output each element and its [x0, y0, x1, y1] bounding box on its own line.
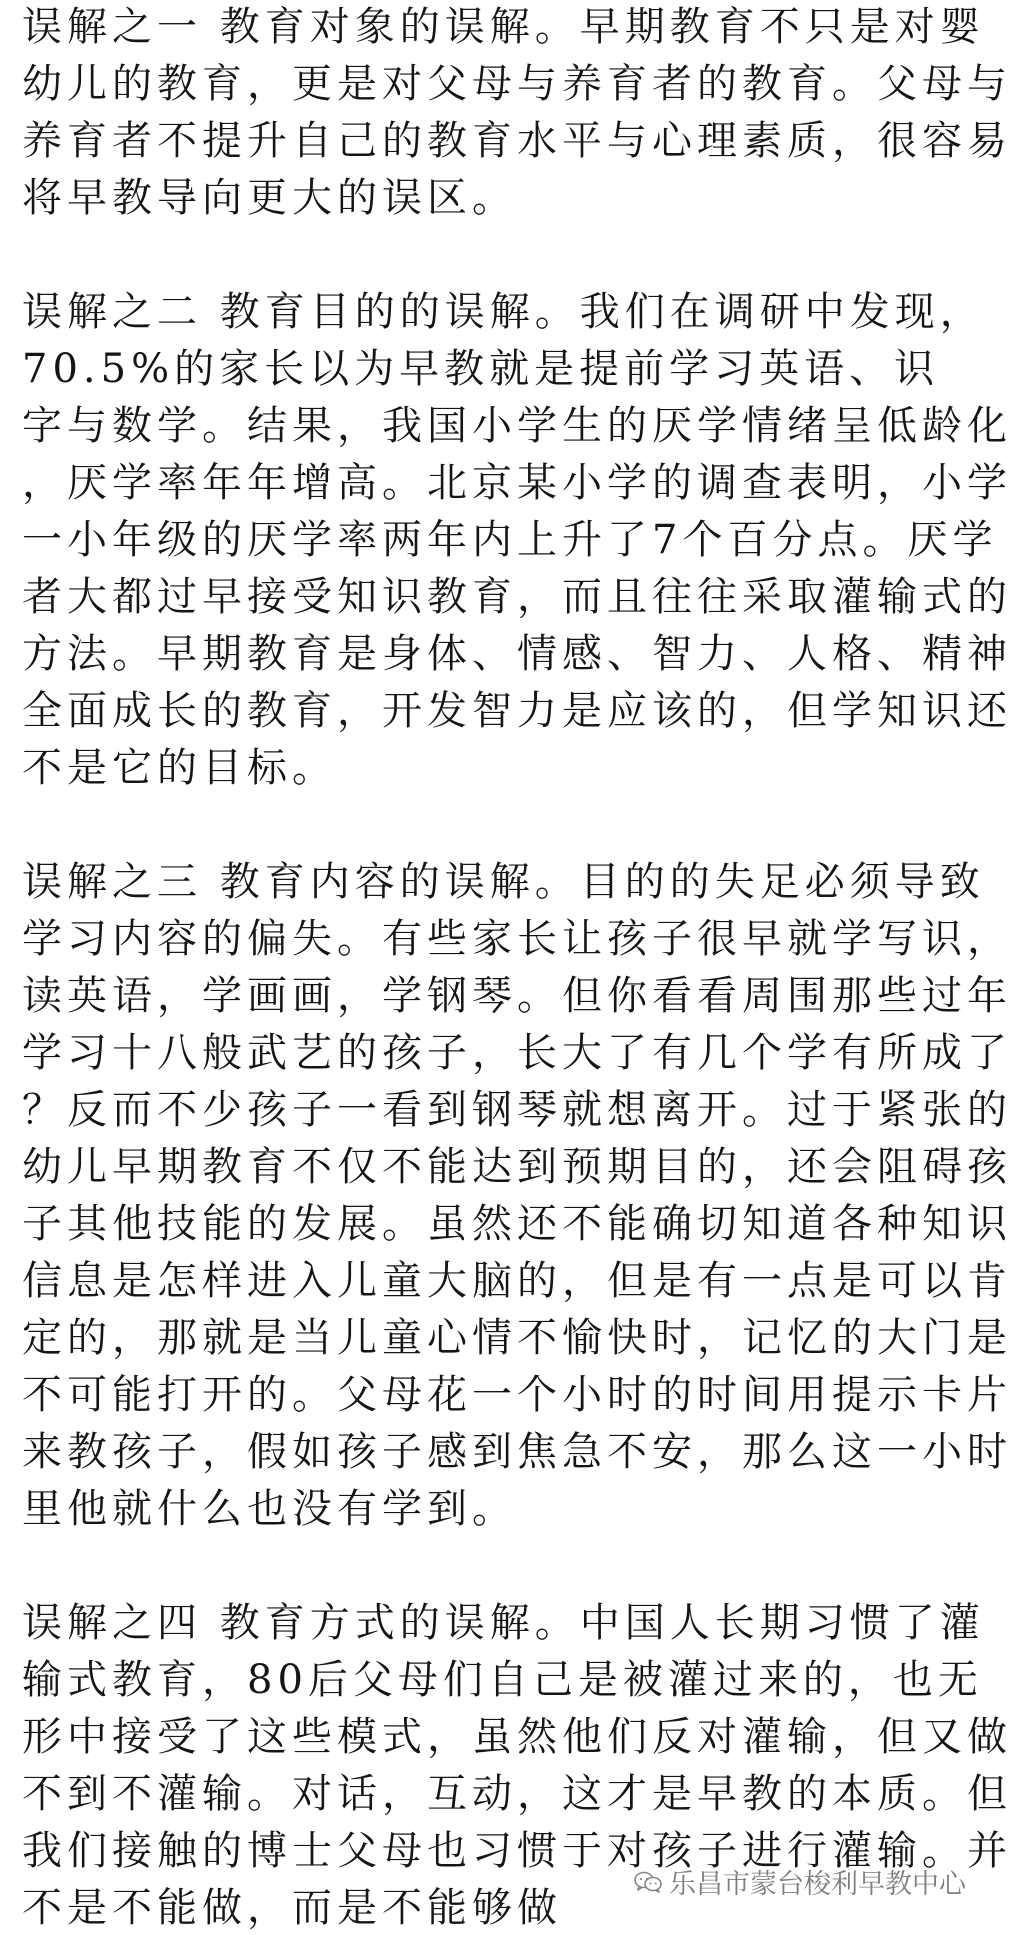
text-line: 我们接触的博士父母也习惯于对孩子进行灌输。并 [22, 1828, 1012, 1874]
text-line: 形中接受了这些模式，虽然他们反对灌输，但又做 [22, 1714, 1012, 1760]
text-line: 一小年级的厌学率两年内上升了7个百分点。厌学 [22, 517, 998, 563]
text-line: 读英语，学画画，学钢琴。但你看看周围那些过年 [22, 973, 1012, 1019]
text-line: 将早教导向更大的误区。 [22, 175, 517, 221]
text-line: 幼儿早期教育不仅不能达到预期目的，还会阻碍孩 [22, 1144, 1012, 1190]
text-line: 不是它的目标。 [22, 745, 337, 791]
text-line: 定的，那就是当儿童心情不愉快时，记忆的大门是 [22, 1315, 1012, 1361]
text-line: 子其他技能的发展。虽然还不能确切知道各种知识 [22, 1201, 1012, 1247]
text-line: 误解之一 教育对象的误解。早期教育不只是对婴 [22, 4, 985, 50]
text-line: 误解之二 教育目的的误解。我们在调研中发现， [22, 289, 985, 335]
text-line: 全面成长的教育，开发智力是应该的，但学知识还 [22, 688, 1012, 734]
text-line: 方法。早期教育是身体、情感、智力、人格、精神 [22, 631, 1012, 677]
watermark-text: 乐昌市蒙台梭利早教中心 [669, 1869, 966, 1899]
text-line: 学习内容的偏失。有些家长让孩子很早就学写识， [22, 916, 1012, 962]
watermark [633, 1869, 966, 1899]
text-line: 误解之三 教育内容的误解。目的的失足必须导致 [22, 859, 985, 905]
text-line: 里他就什么也没有学到。 [22, 1486, 517, 1532]
text-line: 不可能打开的。父母花一个小时的时间用提示卡片 [22, 1372, 1012, 1418]
text-line: 幼儿的教育，更是对父母与养育者的教育。父母与 [22, 61, 1012, 107]
text-line: 者大都过早接受知识教育，而且往往采取灌输式的 [22, 574, 1012, 620]
text-line: 来教孩子，假如孩子感到焦急不安，那么这一小时 [22, 1429, 1012, 1475]
text-line: 不是不能做，而是不能够做 [22, 1885, 562, 1931]
text-line: ，厌学率年年增高。北京某小学的调查表明，小学 [22, 460, 1012, 506]
text-line: 误解之四 教育方式的误解。中国人长期习惯了灌 [22, 1600, 985, 1646]
text-line: 养育者不提升自己的教育水平与心理素质，很容易 [22, 118, 1012, 164]
text-line: 输式教育，80后父母们自己是被灌过来的，也无 [22, 1657, 983, 1703]
text-line: 不到不灌输。对话，互动，这才是早教的本质。但 [22, 1771, 1012, 1817]
text-line: ？反而不少孩子一看到钢琴就想离开。过于紧张的 [22, 1087, 1012, 1133]
wechat-icon [633, 1871, 663, 1897]
text-line: 70.5%的家长以为早教就是提前学习英语、识 [22, 346, 940, 392]
text-line: 学习十八般武艺的孩子，长大了有几个学有所成了 [22, 1030, 1012, 1076]
text-line: 字与数学。结果，我国小学生的厌学情绪呈低龄化 [22, 403, 1012, 449]
text-line: 信息是怎样进入儿童大脑的，但是有一点是可以肯 [22, 1258, 1012, 1304]
